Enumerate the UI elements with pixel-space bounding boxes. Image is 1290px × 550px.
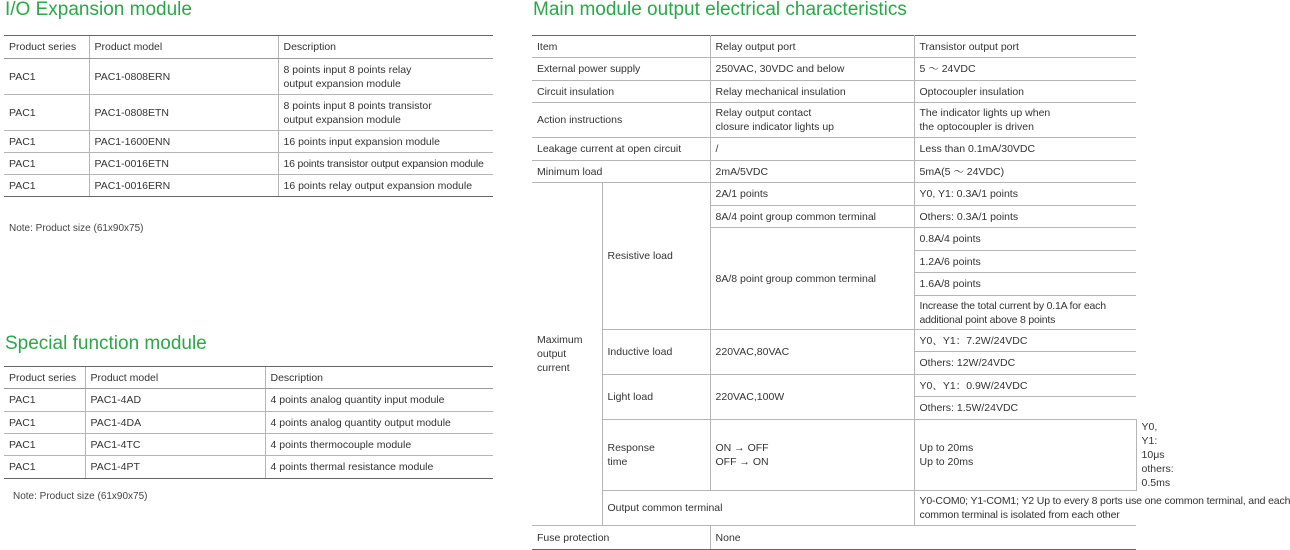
io-expansion-note: Note: Product size (61x90x75) xyxy=(9,223,144,234)
row-label: Leakage current at open circuit xyxy=(532,138,710,161)
text-line: Up to 20ms xyxy=(919,456,974,468)
text-line: OFF → ON xyxy=(715,456,769,468)
relay-value: 220VAC,80VAC xyxy=(710,330,914,375)
header-transistor-output: Transistor output port xyxy=(914,36,1136,58)
text-line: time xyxy=(607,456,628,468)
cell-model: PAC1-0016ERN xyxy=(89,175,278,197)
table-row xyxy=(4,389,493,412)
relay-value xyxy=(710,103,914,138)
cell-description: 4 points analog quantity input module xyxy=(265,389,493,412)
cell-model: PAC1-4TC xyxy=(85,434,265,456)
table-row xyxy=(4,456,493,479)
transistor-value: Optocoupler insulation xyxy=(914,81,1136,103)
special-function-note: Note: Product size (61x90x75) xyxy=(13,491,148,502)
text-line: others: 0.5ms xyxy=(1141,463,1174,489)
relay-value xyxy=(914,420,1136,491)
table-row xyxy=(532,103,1136,138)
main-characteristics-table xyxy=(532,35,1290,550)
cell-series: PAC1 xyxy=(4,389,85,412)
table-row xyxy=(532,526,1136,550)
relay-value: 2mA/5VDC xyxy=(710,161,914,183)
cell-model: PAC1-0808ERN xyxy=(89,59,278,95)
table-row xyxy=(532,420,1136,491)
response-time-label xyxy=(602,420,710,491)
transistor-value: Others: 0.3A/1 points xyxy=(914,206,1136,228)
transistor-value: Y0, Y1: 0.3A/1 points xyxy=(914,183,1136,206)
transistor-value: 5 ～ 24VDC xyxy=(914,58,1136,81)
cell-series: PAC1 xyxy=(4,412,85,434)
resistive-load-label: Resistive load xyxy=(602,183,710,330)
header-description: Description xyxy=(278,36,493,59)
table-row xyxy=(532,183,1136,206)
header-product-series: Product series xyxy=(4,36,89,59)
response-sub-label xyxy=(710,420,914,491)
main-module-title: Main module output electrical characteristics xyxy=(533,0,907,20)
text-line: common terminal is isolated from each other xyxy=(919,509,1120,521)
max-current-label xyxy=(532,183,602,526)
table-row xyxy=(4,434,493,456)
inductive-load-label: Inductive load xyxy=(602,330,710,375)
cell-series: PAC1 xyxy=(4,131,89,153)
cell-model: PAC1-0016ETN xyxy=(89,153,278,175)
text-line: Response xyxy=(607,442,655,454)
text-line: the optocoupler is driven xyxy=(919,121,1034,133)
row-label: External power supply xyxy=(532,58,710,81)
cell-description: 4 points analog quantity output module xyxy=(265,412,493,434)
header-description: Description xyxy=(265,367,493,389)
row-label: Minimum load xyxy=(532,161,710,183)
desc-line: output expansion module xyxy=(283,77,401,90)
cell-series: PAC1 xyxy=(4,153,89,175)
text-line: current xyxy=(537,362,570,374)
transistor-value xyxy=(914,296,1136,330)
text-line: closure indicator lights up xyxy=(715,121,834,133)
cell-description xyxy=(278,95,493,131)
relay-value: 2A/1 points xyxy=(710,183,914,206)
cell-description xyxy=(278,59,493,95)
table-header-row xyxy=(532,36,1136,58)
cell-description: 4 points thermal resistance module xyxy=(265,456,493,479)
text-line: output xyxy=(537,348,567,360)
fuse-value: None xyxy=(710,526,1136,550)
table-row xyxy=(4,412,493,434)
relay-value: 250VAC, 30VDC and below xyxy=(710,58,914,81)
cell-model: PAC1-4AD xyxy=(85,389,265,412)
cell-description: 16 points transistor output expansion module xyxy=(278,153,493,175)
desc-line: 8 points input 8 points relay xyxy=(283,63,412,76)
row-label: Fuse protection xyxy=(532,526,710,550)
transistor-value: 5mA(5 ～ 24VDC) xyxy=(914,161,1136,183)
text-line: Relay output contact xyxy=(715,107,812,119)
cell-series: PAC1 xyxy=(4,434,85,456)
table-row xyxy=(4,95,493,131)
header-item: Item xyxy=(532,36,710,58)
cell-description: 4 points thermocouple module xyxy=(265,434,493,456)
table-row xyxy=(532,58,1136,81)
special-function-table xyxy=(4,366,493,479)
table-row xyxy=(4,131,493,153)
cell-model: PAC1-4DA xyxy=(85,412,265,434)
relay-value: 8A/8 point group common terminal xyxy=(710,228,914,330)
common-terminal-value xyxy=(914,491,1290,526)
text-line: Increase the total current by 0.1A for each xyxy=(919,299,1106,312)
cell-description: 16 points input expansion module xyxy=(278,131,493,153)
text-line: The indicator lights up when xyxy=(919,107,1051,119)
cell-model: PAC1-1600ENN xyxy=(89,131,278,153)
row-label: Action instructions xyxy=(532,103,710,138)
relay-value: Relay mechanical insulation xyxy=(710,81,914,103)
text-line: additional point above 8 points xyxy=(919,313,1056,326)
relay-value: / xyxy=(710,138,914,161)
transistor-value: 1.6A/8 points xyxy=(914,273,1136,296)
desc-line: 8 points input 8 points transistor xyxy=(283,99,432,112)
transistor-value: Less than 0.1mA/30VDC xyxy=(914,138,1136,161)
cell-model: PAC1-0808ETN xyxy=(89,95,278,131)
transistor-value: 1.2A/6 points xyxy=(914,251,1136,273)
io-expansion-table xyxy=(4,35,493,197)
table-header-row xyxy=(4,367,493,389)
cell-description: 16 points relay output expansion module xyxy=(278,175,493,197)
table-row xyxy=(532,330,1136,352)
transistor-value: Y0、Y1：7.2W/24VDC xyxy=(914,330,1136,352)
table-row xyxy=(532,138,1136,161)
text-line: Y0, Y1: 10μs xyxy=(1141,421,1165,461)
cell-series: PAC1 xyxy=(4,175,89,197)
table-row xyxy=(4,153,493,175)
cell-model: PAC1-4PT xyxy=(85,456,265,479)
table-header-row xyxy=(4,36,493,59)
table-row xyxy=(532,491,1136,526)
header-product-model: Product model xyxy=(89,36,278,59)
text-line: Up to 20ms xyxy=(919,442,974,454)
header-relay-output: Relay output port xyxy=(710,36,914,58)
special-function-title: Special function module xyxy=(5,333,207,354)
transistor-value: Y0、Y1：0.9W/24VDC xyxy=(914,375,1136,397)
text-line: ON → OFF xyxy=(715,442,769,454)
table-row xyxy=(4,175,493,197)
row-label: Circuit insulation xyxy=(532,81,710,103)
relay-value: 220VAC,100W xyxy=(710,375,914,420)
cell-series: PAC1 xyxy=(4,59,89,95)
text-line: Y0-COM0; Y1-COM1; Y2 Up to every 8 ports use one common terminal, and each xyxy=(919,495,1290,507)
transistor-value: 0.8A/4 points xyxy=(914,228,1136,251)
transistor-value: Others: 12W/24VDC xyxy=(914,352,1136,375)
light-load-label: Light load xyxy=(602,375,710,420)
header-product-series: Product series xyxy=(4,367,85,389)
table-row xyxy=(4,59,493,95)
io-expansion-title: I/O Expansion module xyxy=(5,0,192,20)
table-row xyxy=(532,161,1136,183)
text-line: Maximum xyxy=(537,334,583,346)
relay-value: 8A/4 point group common terminal xyxy=(710,206,914,228)
transistor-value xyxy=(914,103,1136,138)
table-row xyxy=(532,81,1136,103)
header-product-model: Product model xyxy=(85,367,265,389)
cell-series: PAC1 xyxy=(4,456,85,479)
desc-line: output expansion module xyxy=(283,113,401,126)
table-row xyxy=(532,375,1136,397)
cell-series: PAC1 xyxy=(4,95,89,131)
transistor-value: Others: 1.5W/24VDC xyxy=(914,397,1136,420)
row-label: Output common terminal xyxy=(602,491,914,526)
